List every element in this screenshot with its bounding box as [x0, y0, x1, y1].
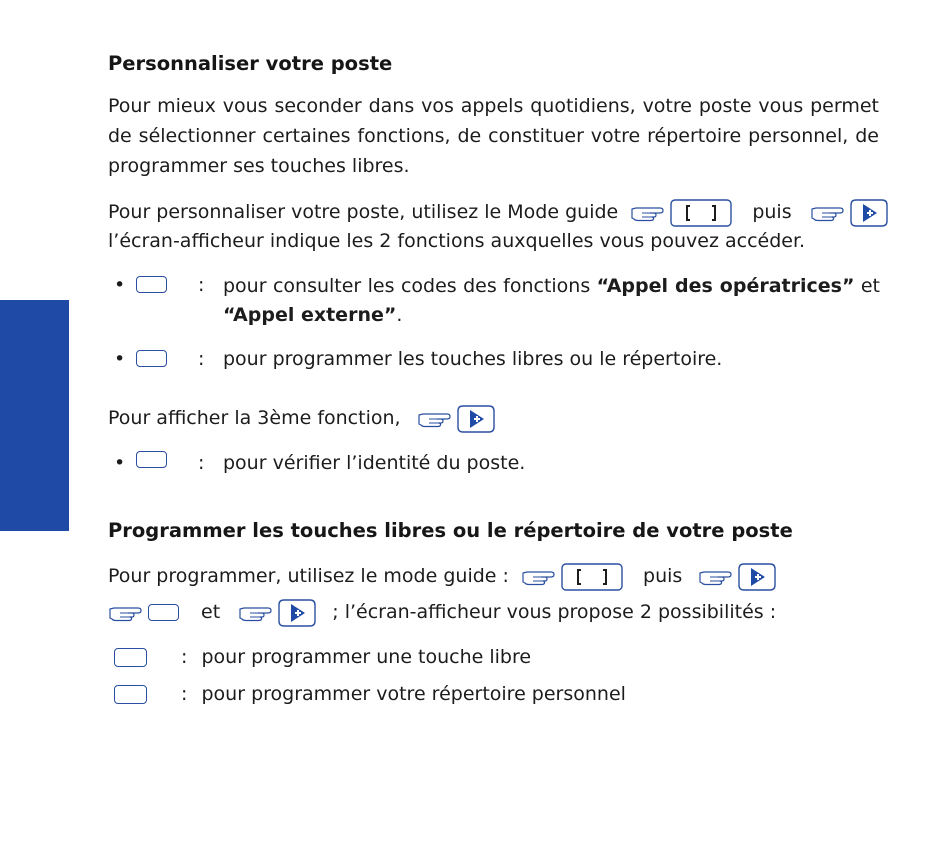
bullet-et: et: [860, 275, 880, 297]
list-item: [114, 271, 880, 326]
program-tail-text: ; l’écran-afficheur vous propose 2 possibilités :: [332, 601, 777, 623]
hand-pointer-icon: [417, 408, 457, 430]
softkey-icon[interactable]: [136, 350, 167, 367]
option-text: pour programmer une touche libre: [201, 646, 532, 668]
arrow-key-icon[interactable]: [738, 563, 776, 591]
third-function-text: Pour afficher la 3ème fonction,: [108, 407, 401, 429]
option-row: [114, 680, 626, 708]
puis-text: puis: [752, 201, 792, 223]
hand-pointer-icon: [810, 202, 850, 224]
bullet-post: .: [396, 304, 403, 326]
section-title-programmer: Programmer les touches libres ou le répertoire de votre poste: [108, 519, 793, 542]
softkey-icon[interactable]: [136, 451, 167, 468]
intro-paragraph: Pour mieux vous seconder dans vos appels quotidiens, votre poste vous permet de sélectionner certaines fonctions, de constituer votre répertoire personnel, de programmer ses touches libres.: [108, 95, 879, 177]
bullet-dot: •: [114, 348, 126, 370]
softkey-icon[interactable]: [148, 604, 179, 621]
guide-instruction-line: [108, 198, 888, 226]
guide-key-icon[interactable]: [561, 563, 623, 591]
puis-text: puis: [643, 565, 683, 587]
et-text: et: [201, 601, 221, 623]
colon: :: [198, 274, 205, 296]
guide-instruction-line-2: l’écran-afficheur indique les 2 fonctions auxquelles vous pouvez accéder.: [108, 230, 806, 252]
softkey-icon[interactable]: [114, 648, 147, 667]
colon: :: [181, 646, 188, 668]
hand-pointer-icon: [698, 566, 738, 588]
softkey-icon[interactable]: [114, 685, 147, 704]
hand-pointer-icon: [238, 602, 278, 624]
program-text: Pour programmer, utilisez le mode guide :: [108, 565, 509, 587]
bullet-text-line2: [223, 301, 402, 329]
bullet-pre: pour consulter les codes des fonctions: [223, 275, 591, 297]
third-function-line: [108, 404, 495, 432]
arrow-key-icon[interactable]: [850, 199, 888, 227]
bullet-bold-operatrices: “Appel des opératrices”: [596, 275, 855, 297]
arrow-key-icon[interactable]: [457, 405, 495, 433]
bullet-dot: •: [114, 274, 126, 296]
colon: :: [181, 683, 188, 705]
colon: :: [198, 348, 205, 370]
bullet-bold-externe: “Appel externe”: [223, 304, 397, 326]
bullet-text-line1: [223, 271, 880, 301]
bullet-text: pour programmer les touches libres ou le répertoire.: [223, 348, 723, 370]
hand-pointer-icon: [108, 602, 148, 624]
softkey-icon[interactable]: [136, 276, 167, 293]
hand-pointer-icon: [521, 566, 561, 588]
option-row: [114, 643, 531, 671]
program-instruction-line: [108, 562, 776, 590]
side-color-tab: [0, 300, 69, 531]
bullet-dot: •: [114, 452, 126, 474]
guide-key-icon[interactable]: [670, 199, 732, 227]
arrow-key-icon[interactable]: [278, 599, 316, 627]
program-instruction-line-2: [108, 598, 776, 626]
section-title-personnaliser: Personnaliser votre poste: [108, 52, 393, 75]
colon: :: [198, 452, 205, 474]
guide-text: Pour personnaliser votre poste, utilisez le Mode guide: [108, 201, 619, 223]
bullet-text: pour vérifier l’identité du poste.: [223, 452, 526, 474]
option-text: pour programmer votre répertoire personnel: [201, 683, 626, 705]
hand-pointer-icon: [630, 202, 670, 224]
